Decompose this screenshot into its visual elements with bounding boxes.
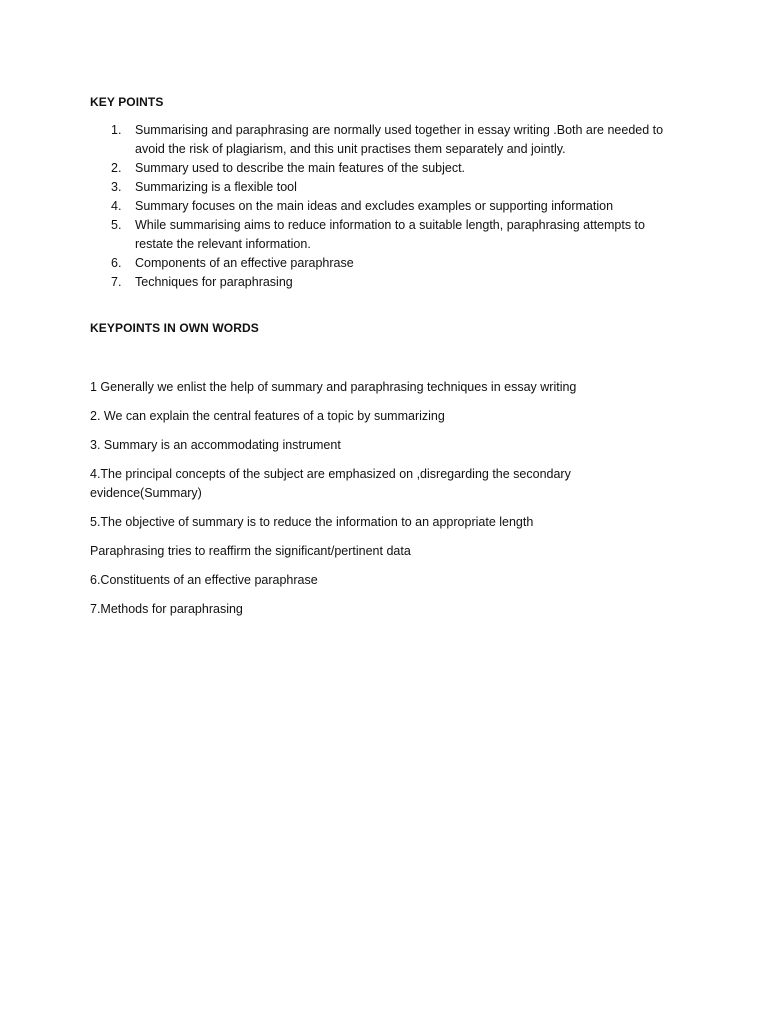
paragraph: 5.The objective of summary is to reduce the information to an appropriate length bbox=[90, 515, 534, 529]
list-item-text: Components of an effective paraphrase bbox=[135, 256, 354, 270]
list-item bbox=[90, 159, 680, 178]
list-item-text: Summary used to describe the main features of the subject. bbox=[135, 161, 466, 175]
list-item bbox=[90, 254, 680, 273]
paragraph: 7.Methods for paraphrasing bbox=[90, 602, 243, 616]
list-item-number: 4. bbox=[111, 199, 122, 213]
list-item-number: 7. bbox=[111, 275, 122, 289]
key-points-list bbox=[90, 121, 680, 292]
list-item bbox=[90, 178, 680, 197]
own-words-heading: KEYPOINTS IN OWN WORDS bbox=[90, 321, 259, 335]
list-item bbox=[90, 197, 680, 216]
list-item bbox=[90, 273, 680, 292]
list-item-number: 1. bbox=[111, 123, 122, 137]
list-item-text: Summarizing is a flexible tool bbox=[135, 180, 297, 194]
list-item-text: Techniques for paraphrasing bbox=[135, 275, 293, 289]
own-words-section bbox=[90, 378, 650, 629]
list-item bbox=[90, 121, 680, 159]
paragraph: 3. Summary is an accommodating instrument bbox=[90, 438, 341, 452]
key-points-heading: KEY POINTS bbox=[90, 95, 164, 109]
paragraph: 1 Generally we enlist the help of summary and paraphrasing techniques in essay writing bbox=[90, 380, 577, 394]
list-item-number: 3. bbox=[111, 180, 122, 194]
paragraph: Paraphrasing tries to reaffirm the significant/pertinent data bbox=[90, 544, 411, 558]
paragraph: 4.The principal concepts of the subject are emphasized on ,disregarding the secondary evidence(Summary) bbox=[90, 467, 571, 500]
list-item-number: 2. bbox=[111, 161, 122, 175]
paragraph: 2. We can explain the central features of a topic by summarizing bbox=[90, 409, 445, 423]
list-item-number: 6. bbox=[111, 256, 122, 270]
list-item bbox=[90, 216, 680, 254]
list-item-number: 5. bbox=[111, 218, 122, 232]
list-item-text: Summarising and paraphrasing are normally used together in essay writing .Both are needed to avoid the risk of plagiarism, and this unit practises them separately and jointly. bbox=[135, 123, 664, 156]
paragraph: 6.Constituents of an effective paraphrase bbox=[90, 573, 318, 587]
list-item-text: While summarising aims to reduce information to a suitable length, paraphrasing attempts to restate the relevant information. bbox=[135, 218, 645, 251]
list-item-text: Summary focuses on the main ideas and excludes examples or supporting information bbox=[135, 199, 614, 213]
